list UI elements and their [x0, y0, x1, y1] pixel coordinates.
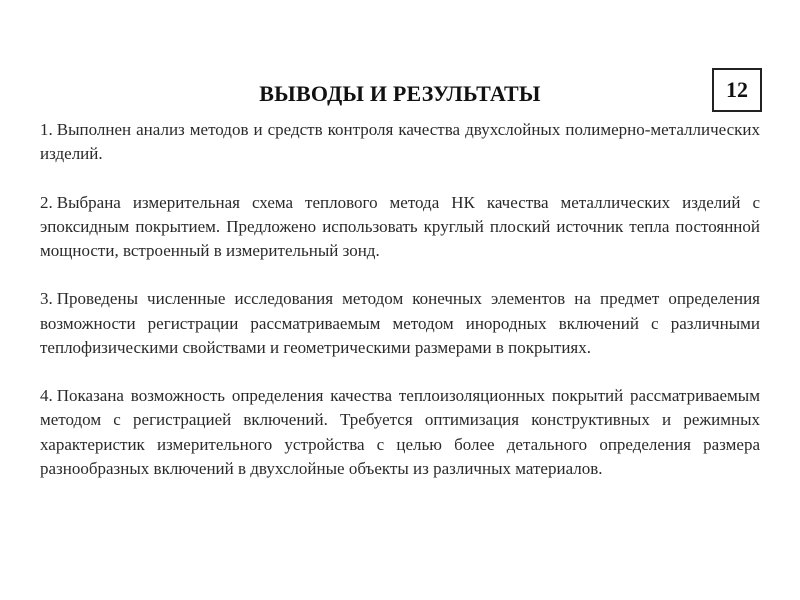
item-number: 2.	[40, 192, 53, 212]
item-text: Проведены численные исследования методом конечных элементов на предмет определения возможности регистрации рассматриваемым методом инородных включений с различными теплофизическими свойствами и геометрическими размерами в покрытиях.	[40, 289, 760, 357]
conclusions-list	[40, 118, 760, 481]
item-number: 1.	[40, 120, 53, 139]
conclusion-item-3	[40, 287, 760, 360]
item-text: Выполнен анализ методов и средств контроля качества двухслойных полимерно-металлических изделий.	[40, 120, 760, 164]
item-number: 4.	[40, 386, 53, 406]
item-text: Показана возможность определения качества теплоизоляционных покрытий рассматриваемым методом с регистрацией включений. Требуется оптимизация конструктивных и режимных характеристик измерительного устройства с целью более детального определения размера разнообразных включений в двухслойные объекты из различных материалов.	[40, 386, 760, 478]
item-text: Выбрана измерительная схема теплового метода НК качества металлических изделий с эпоксидным покрытием. Предложено использовать круглый плоский источник тепла постоянной мощности, встроенный в измерительный зонд.	[40, 192, 760, 260]
item-number: 3.	[40, 289, 53, 309]
conclusion-item-1	[40, 118, 760, 166]
slide-title: ВЫВОДЫ И РЕЗУЛЬТАТЫ	[259, 81, 541, 106]
conclusion-item-4	[40, 384, 760, 481]
conclusion-item-2	[40, 191, 760, 264]
page-number-badge: 12	[712, 68, 762, 112]
